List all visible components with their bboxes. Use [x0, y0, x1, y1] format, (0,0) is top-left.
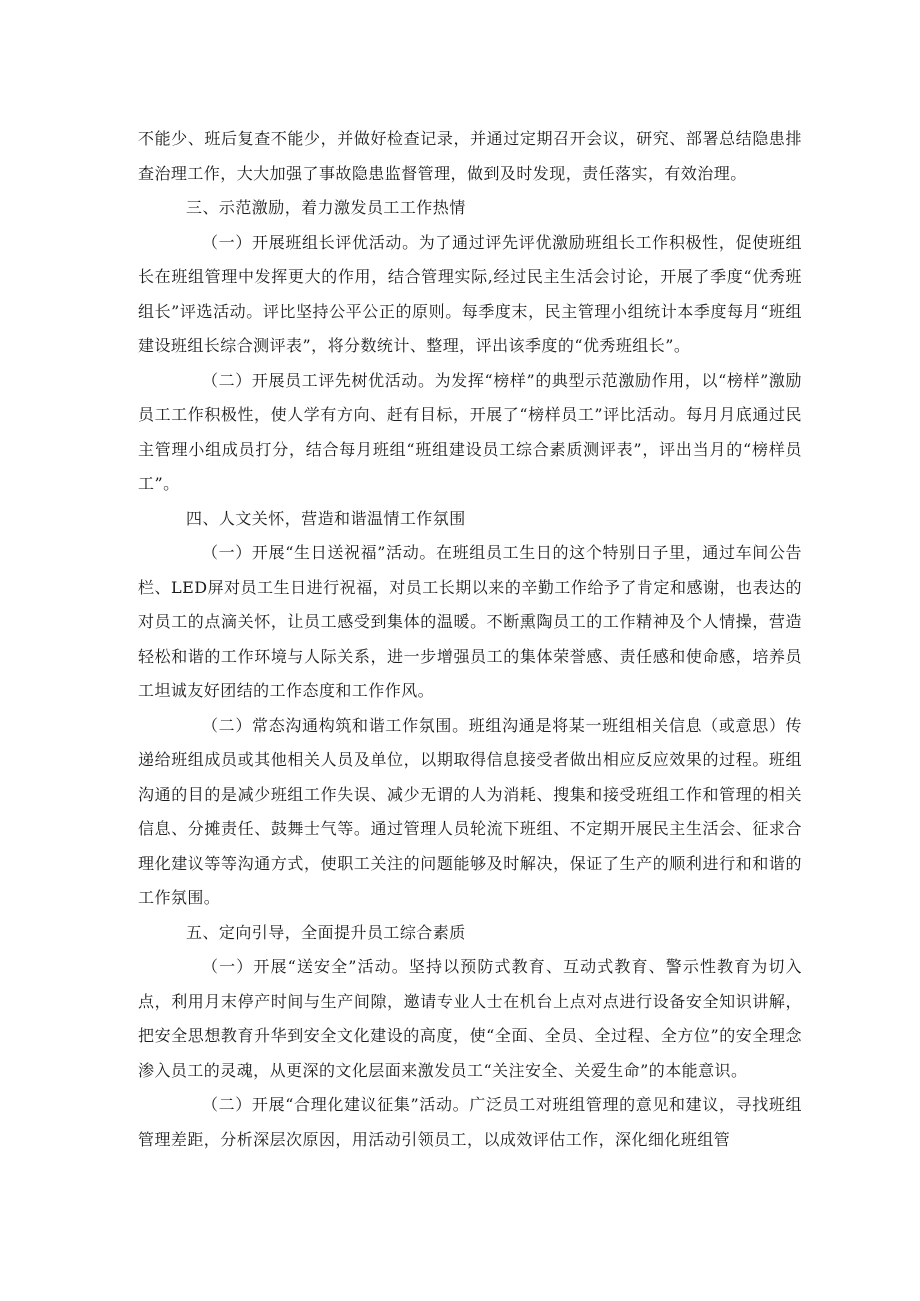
section-heading-3: 三、示范激励，着力激发员工工作热情	[186, 198, 466, 217]
paragraph-3-2: （二）开展员工评先树优活动。为发挥“榜样”的典型示范激励作用，以“榜样”激励员工工作积极性，使人学有方向、赶有目标，开展了“榜样员工”评比活动。每月月底通过民主管理小组成员打分，结合每月班组“班组建设员工综合素质测评表”，评出当月的“榜样员工”。	[138, 370, 802, 493]
paragraph-3-1: （一）开展班组长评优活动。为了通过评先评优激励班组长工作积极性，促使班组长在班组管理中发挥更大的作用，结合管理实际,经过民主生活会讨论，开展了季度“优秀班组长”评选活动。评比坚持公平公正的原则。每季度末，民主管理小组统计本季度每月“班组建设班组长综合测评表”，将分数统计、整理，评出该季度的“优秀班组长”。	[138, 232, 802, 355]
paragraph-4-2: （二）常态沟通构筑和谐工作氛围。班组沟通是将某一班组相关信息（或意思）传递给班组成员或其他相关人员及单位，以期取得信息接受者做出相应反应效果的过程。班组沟通的目的是减少班组工作失误、减少无谓的人为消耗、搜集和接受班组工作和管理的相关信息、分摊责任、鼓舞士气等。通过管理人员轮流下班组、不定期开展民主生活会、征求合理化建议等等沟通方式，使职工关注的问题能够及时解决，保证了生产的顺利进行和和谐的工作氛围。	[138, 715, 802, 907]
paragraph-continued: 不能少、班后复查不能少，并做好检查记录，并通过定期召开会议，研究、部署总结隐患排查治理工作，大大加强了事故隐患监督管理，做到及时发现，责任落实，有效治理。	[138, 129, 802, 183]
paragraph-5-2: （二）开展“合理化建议征集”活动。广泛员工对班组管理的意见和建议，寻找班组管理差距，分析深层次原因，用活动引领员工，以成效评估工作，深化细化班组管	[138, 1095, 802, 1149]
document-page	[138, 122, 802, 1157]
section-heading-5: 五、定向引导，全面提升员工综合素质	[186, 922, 466, 942]
paragraph-4-1: （一）开展“生日送祝福”活动。在班组员工生日的这个特别日子里，通过车间公告栏、LED屏对员工生日进行祝福，对员工长期以来的辛勤工作给予了肯定和感谢，也表达的对员工的点滴关怀，让员工感受到集体的温暖。不断熏陶员工的工作精神及个人情操，营造轻松和谐的工作环境与人际关系，进一步增强员工的集体荣誉感、责任感和使命感，培养员工坦诚友好团结的工作态度和工作作风。	[138, 543, 802, 700]
paragraph-5-1: （一）开展“送安全”活动。坚持以预防式教育、互动式教育、警示性教育为切入点，利用月末停产时间与生产间隙，邀请专业人士在机台上点对点进行设备安全知识讲解，把安全思想教育升华到安全文化建设的高度，使“全面、全员、全过程、全方位”的安全理念渗入员工的灵魂，从更深的文化层面来激发员工“关注安全、关爱生命”的本能意识。	[138, 957, 802, 1080]
section-heading-4: 四、人文关怀，营造和谐温情工作氛围	[186, 508, 466, 528]
